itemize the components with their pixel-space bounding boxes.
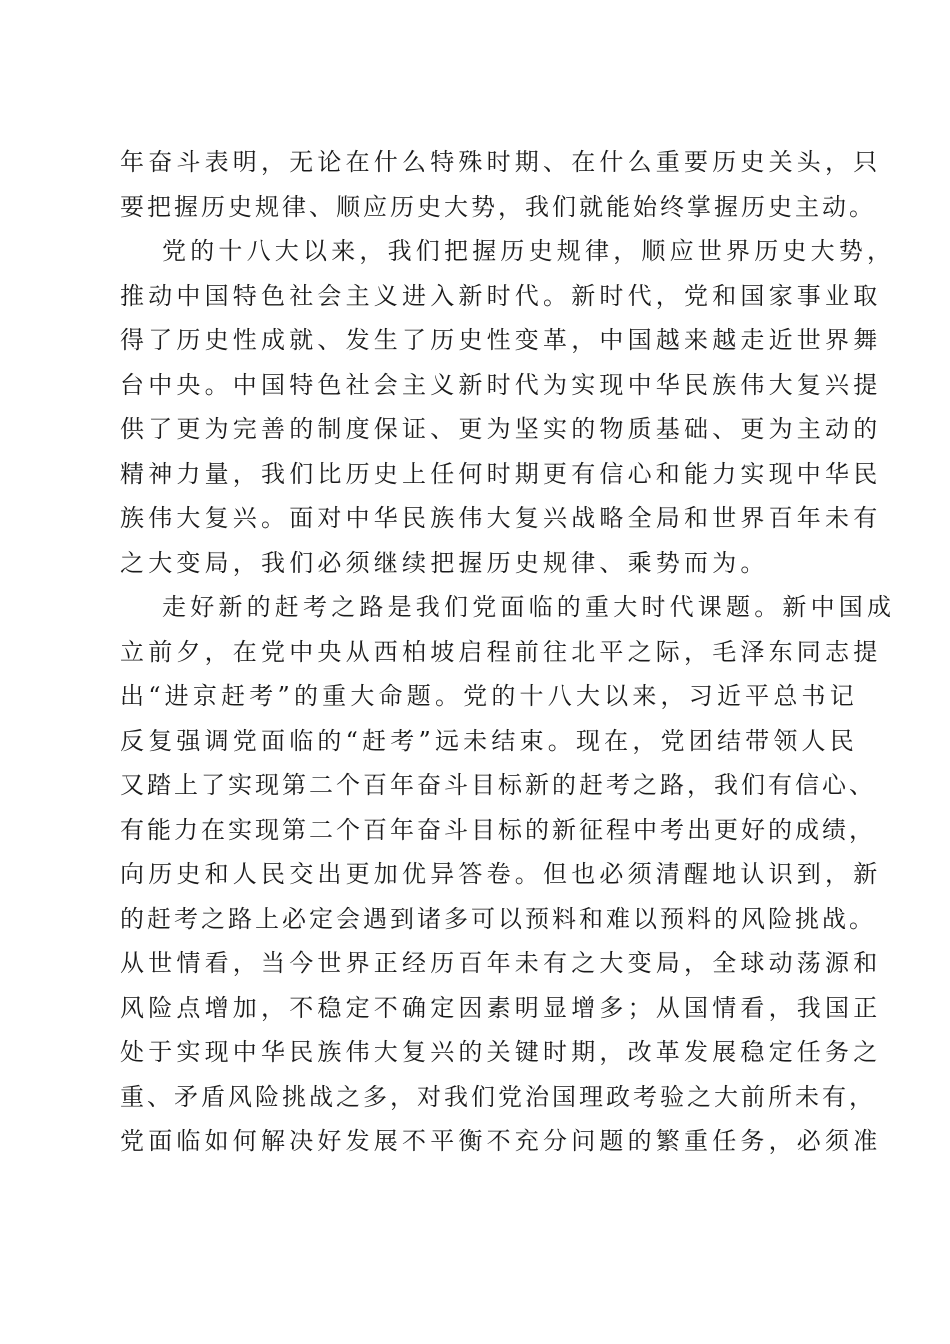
text-line: 向历史和人民交出更加优异答卷。但也必须清醒地认识到，新: [120, 860, 882, 888]
text-line: 党面临如何解决好发展不平衡不充分问题的繁重任务，必须准: [120, 1127, 882, 1155]
text-line: 精神力量，我们比历史上任何时期更有信心和能力实现中华民: [120, 459, 882, 488]
text-line: 要把握历史规律、顺应历史大势，我们就能始终掌握历史主动。: [120, 192, 876, 221]
text-line: 的赶考之路上必定会遇到诸多可以预料和难以预料的风险挑战。: [120, 904, 876, 933]
text-line: 年奋斗表明，无论在什么特殊时期、在什么重要历史关头，只: [120, 148, 882, 176]
text-line: 有能力在实现第二个百年奋斗目标的新征程中考出更好的成绩，: [120, 815, 876, 844]
text-line: 反复强调党面临的“赶考”远未结束。现在，党团结带领人民: [120, 726, 858, 755]
text-line: 供了更为完善的制度保证、更为坚实的物质基础、更为主动的: [120, 415, 882, 443]
text-line: 推动中国特色社会主义进入新时代。新时代，党和国家事业取: [120, 281, 882, 310]
text-line: 得了历史性成就、发生了历史性变革，中国越来越走近世界舞: [120, 326, 882, 354]
text-line: 处于实现中华民族伟大复兴的关键时期，改革发展稳定任务之: [120, 1038, 882, 1066]
text-line: 台中央。中国特色社会主义新时代为实现中华民族伟大复兴提: [120, 370, 882, 399]
text-line: 出“进京赶考”的重大命题。党的十八大以来，习近平总书记: [120, 682, 858, 710]
paragraph-start-line: 走好新的赶考之路是我们党面临的重大时代课题。新中国成: [162, 593, 896, 621]
body-text: [120, 140, 896, 1164]
text-line: 重、矛盾风险挑战之多，对我们党治国理政考验之大前所未有，: [120, 1082, 876, 1111]
text-line: 从世情看，当今世界正经历百年未有之大变局，全球动荡源和: [120, 949, 882, 977]
text-line: 之大变局，我们必须继续把握历史规律、乘势而为。: [120, 548, 769, 577]
text-line: 风险点增加，不稳定不确定因素明显增多；从国情看，我国正: [120, 993, 882, 1022]
text-line: 立前夕，在党中央从西柏坡启程前往北平之际，毛泽东同志提: [120, 637, 882, 666]
text-line: 又踏上了实现第二个百年奋斗目标新的赶考之路，我们有信心、: [120, 771, 876, 799]
text-line: 族伟大复兴。面对中华民族伟大复兴战略全局和世界百年未有: [120, 504, 882, 532]
paragraph-start-line: 党的十八大以来，我们把握历史规律，顺应世界历史大势，: [162, 237, 896, 265]
